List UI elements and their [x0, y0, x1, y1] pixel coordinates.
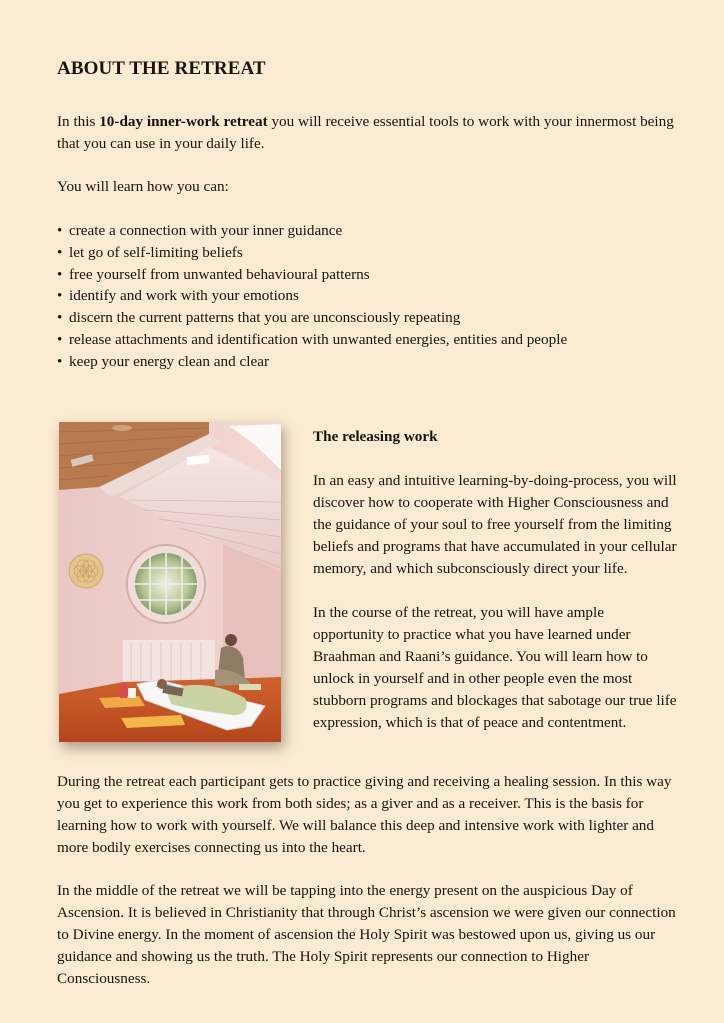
list-item: [57, 220, 697, 242]
ascension-paragraph: In the middle of the retreat we will be tapping into the energy present on the auspicious Day of Ascension. It is believed in Christianity that through Christ’s ascension we were given our connection to Divine energy. In the moment of ascension the Holy Spirit was bestowed upon us, giving us our guidance and showing us the truth. The Holy Spirit represents our connection to Higher Consciousness.: [57, 882, 676, 987]
learning-outcomes-list: [57, 220, 697, 373]
bullet-icon: •: [57, 352, 63, 370]
list-item-text: free yourself from unwanted behavioural patterns: [69, 265, 370, 283]
section-title: The releasing work: [313, 428, 438, 445]
bullet-icon: •: [57, 243, 63, 261]
list-item: [57, 242, 697, 264]
list-item-text: identify and work with your emotions: [69, 287, 299, 305]
list-item-text: let go of self-limiting beliefs: [69, 243, 243, 261]
releasing-paragraph: In the course of the retreat, you will have ample opportunity to practice what you have learned under Braahman and Raani’s guidance. You will learn how to unlock in yourself and in other people even the most stubborn programs and blockages that sabotage our true life expression, which is that of peace and contentment.: [313, 604, 677, 731]
releasing-paragraph: In an easy and intuitive learning-by-doing-process, you will discover how to cooperate with Higher Consciousness and the guidance of your soul to free yourself from the limiting beliefs and programs that have accumulated in your cellular memory, and which subconsciously direct your life.: [313, 472, 677, 577]
list-item: [57, 329, 697, 351]
list-item: [57, 351, 697, 373]
retreat-room-photo: [59, 422, 281, 742]
list-item: [57, 307, 697, 329]
intro-emphasis: 10-day inner-work retreat: [99, 113, 268, 130]
list-item-text: discern the current patterns that you are unconsciously repeating: [69, 309, 461, 327]
list-item-text: keep your energy clean and clear: [69, 352, 270, 370]
list-item-text: release attachments and identification with unwanted energies, entities and people: [69, 330, 568, 348]
healing-session-paragraph: During the retreat each participant gets to practice giving and receiving a healing session. In this way you get to experience this work from both sides; as a giver and as a receiver. This is the basis for learning how to work with yourself. We will balance this deep and intensive work with lighter and more bodily exercises connecting us into the heart.: [57, 773, 672, 856]
list-item-text: create a connection with your inner guidance: [69, 222, 343, 239]
bullet-icon: •: [57, 330, 63, 348]
intro-paragraph: [57, 111, 677, 155]
list-item: [57, 285, 697, 307]
bullet-icon: •: [57, 287, 63, 305]
list-item: [57, 264, 697, 286]
bullet-icon: •: [57, 309, 63, 327]
releasing-work-section: [313, 426, 678, 756]
intro-suffix: you will receive essential tools to work with your innermost being that you can use in your daily life.: [57, 113, 674, 152]
intro-prefix: In this: [57, 113, 100, 130]
learn-intro: You will learn how you can:: [57, 178, 229, 195]
bullet-icon: •: [57, 265, 63, 283]
bullet-icon: •: [57, 222, 63, 239]
page-title: ABOUT THE RETREAT: [57, 58, 266, 79]
